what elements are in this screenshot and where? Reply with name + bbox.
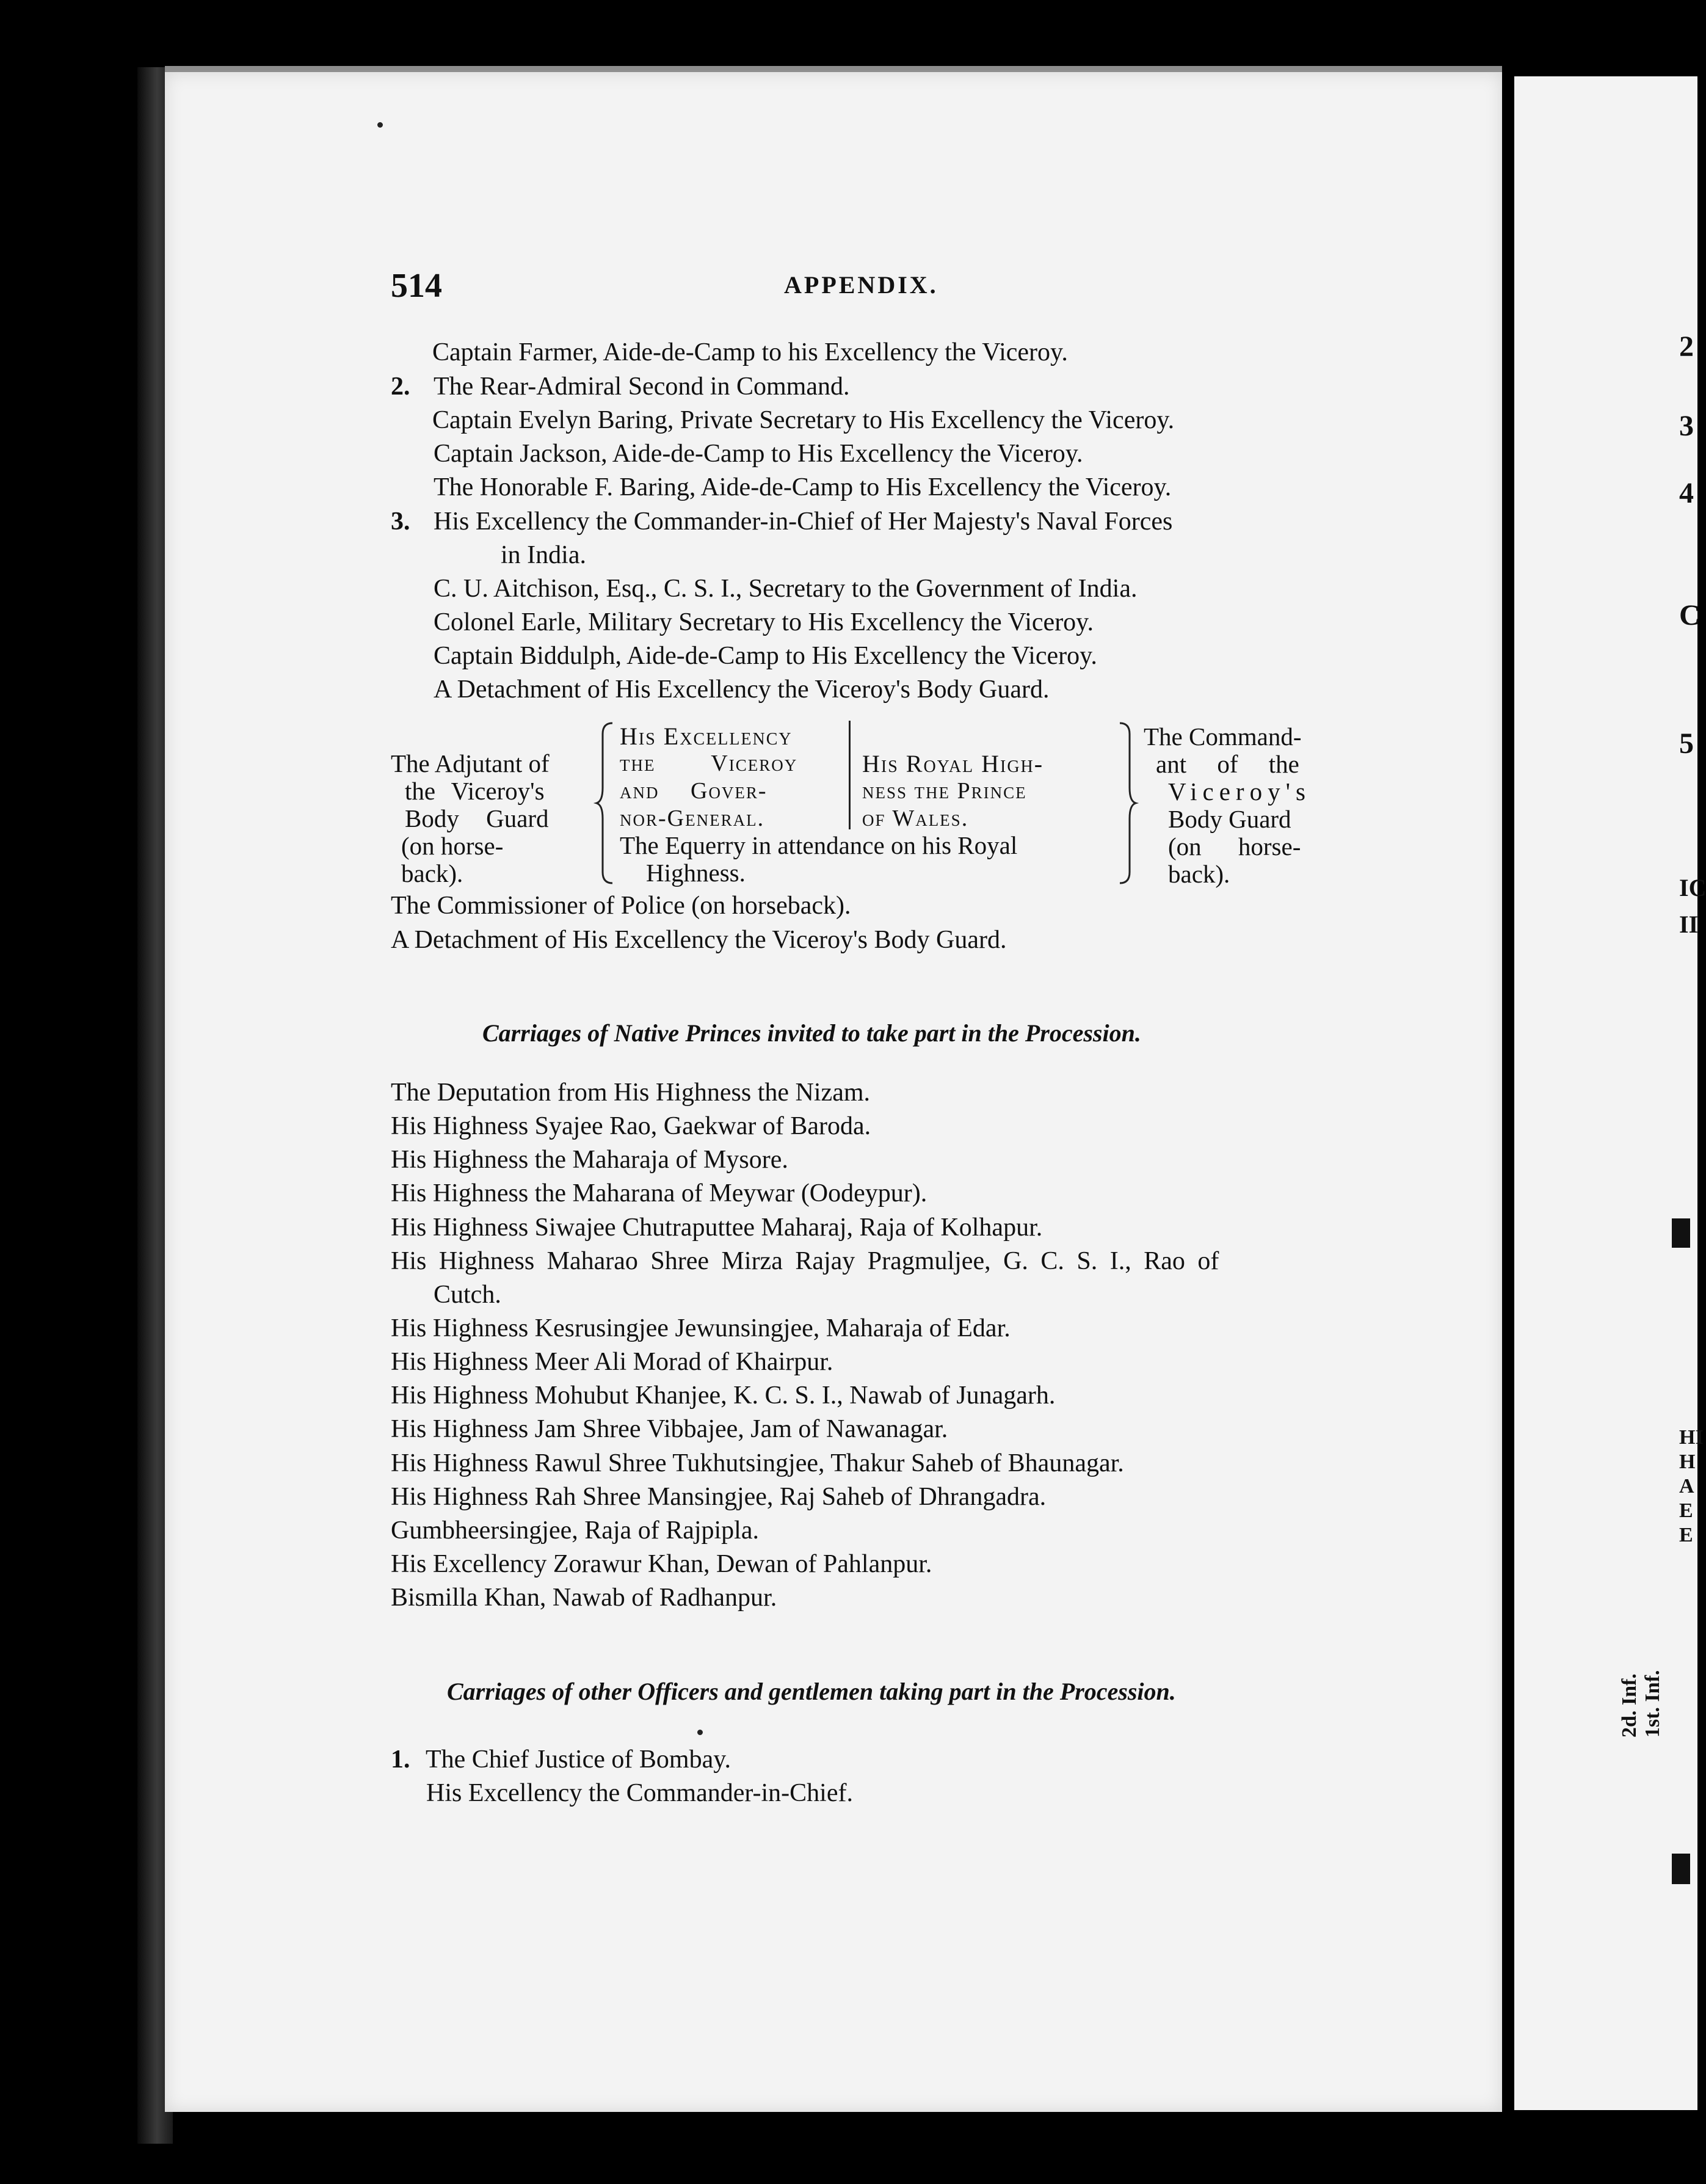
table-center-line: ness the Prince [862,778,1027,804]
table-left-line: The Adjutant of [391,749,550,777]
table-right-line: ant of the [1156,750,1299,778]
list-item: His Highness Kesrusingjee Jewunsingjee, Maharaja of Edar. [391,1314,1011,1342]
list-item: His Highness Syajee Rao, Gaekwar of Baroda. [391,1112,871,1140]
adjacent-page-rotated-text: 2d. Inf. 1st. Inf. [1618,1670,1664,1738]
page-title: APPENDIX. [784,271,938,299]
table-equerry-line: The Equerry in attendance on his Royal [620,831,1018,859]
adjacent-page-char: 5 [1679,727,1694,760]
list-line: Captain Evelyn Baring, Private Secretary to His Excellency the Viceroy. [432,406,1175,434]
adjacent-page-char: E [1679,1499,1693,1522]
list-line: C. U. Aitchison, Esq., C. S. I., Secretary to the Government of India. [434,575,1138,603]
adjacent-page-char: II [1679,911,1699,938]
list-line: His Excellency the Commander-in-Chief. [426,1779,853,1807]
table-left-line: back). [401,859,463,887]
list-item: His Highness Siwajee Chutraputtee Maharaj, Raja of Kolhapur. [391,1214,1043,1242]
list-item: His Highness Maharao Shree Mirza Rajay Pragmuljee, G. C. S. I., Rao of [391,1247,1219,1275]
list-item: Bismilla Khan, Nawab of Radhanpur. [391,1584,777,1612]
list-line-continuation: in India. [501,541,586,569]
item-number: 1. [391,1745,410,1774]
adjacent-page-char: HI [1679,1426,1704,1449]
list-line: A Detachment of His Excellency the Viceroy's Body Guard. [434,675,1050,704]
list-line: The Honorable F. Baring, Aide-de-Camp to His Excellency the Viceroy. [434,473,1172,501]
list-item: His Excellency Zorawur Khan, Dewan of Pahlanpur. [391,1550,932,1578]
adjacent-page-char: A [1679,1475,1694,1498]
list-line: Colonel Earle, Military Secretary to His Excellency the Viceroy. [434,608,1094,636]
table-right-line: (on horse- [1168,832,1301,861]
table-center-line: His Royal High- [862,750,1044,777]
item-number: 2. [391,373,410,401]
list-line: The Commissioner of Police (on horseback). [391,892,851,920]
right-brace [1114,721,1138,886]
table-right-line: The Command- [1144,723,1302,751]
adjacent-page-char: E [1679,1524,1693,1546]
list-line: His Excellency the Commander-in-Chief of Her Majesty's Naval Forces [434,508,1173,536]
adjacent-page-char: IC [1679,874,1706,901]
item-number: 3. [391,508,410,536]
list-item: His Highness Mohubut Khanjee, K. C. S. I., Nawab of Junagarh. [391,1381,1056,1410]
list-line: Captain Biddulph, Aide-de-Camp to His Excellency the Viceroy. [434,642,1097,670]
adjacent-page-char: H [1679,1451,1696,1473]
adjacent-page-char: C [1679,599,1701,632]
list-item: Gumbheersingjee, Raja of Rajpipla. [391,1516,759,1545]
list-line: Captain Jackson, Aide-de-Camp to His Excellency the Viceroy. [434,440,1083,468]
list-item: His Highness the Maharaja of Mysore. [391,1146,788,1174]
table-left-line: Body Guard [405,804,549,832]
left-brace [595,721,620,886]
list-line: Captain Farmer, Aide-de-Camp to his Excellency the Viceroy. [432,338,1068,366]
list-item: The Deputation from His Highness the Nizam. [391,1079,870,1107]
adjacent-page [1514,76,1706,2110]
list-line: A Detachment of His Excellency the Viceroy's Body Guard. [391,926,1007,954]
table-center-line: of Wales. [862,806,969,831]
table-center-line: the Viceroy [620,751,798,776]
speck [377,122,383,128]
list-item-continuation: Cutch. [434,1281,501,1309]
page-number: 514 [391,267,442,305]
list-item: His Highness the Maharana of Meywar (Oodeypur). [391,1179,927,1207]
table-center-line: and Gover- [620,778,768,804]
list-line: The Chief Justice of Bombay. [426,1745,731,1774]
adjacent-page-char: 2 [1679,330,1694,363]
list-item: His Highness Jam Shree Vibbajee, Jam of Nawanagar. [391,1415,948,1443]
table-equerry-line: Highness. [646,859,746,887]
adjacent-page-char: 4 [1679,477,1694,509]
table-right-line: Body Guard [1168,805,1291,833]
list-item: His Highness Rah Shree Mansingjee, Raj Saheb of Dhrangadra. [391,1483,1047,1511]
list-line: The Rear-Admiral Second in Command. [434,373,850,401]
list-item: His Highness Rawul Shree Tukhutsingjee, Thakur Saheb of Bhaunagar. [391,1449,1124,1477]
table-left-line: (on horse- [401,832,504,860]
adjacent-page-char: 3 [1679,410,1694,442]
section-caption: Carriages of other Officers and gentlemen taking part in the Procession. [447,1678,1176,1705]
speck [697,1730,703,1735]
adjacent-page-mark [1672,1218,1690,1248]
adjacent-page-mark [1672,1854,1690,1884]
table-right-line: Viceroy's [1168,777,1311,806]
table-right-line: back). [1168,860,1230,888]
table-left-line: the Viceroy's [405,777,545,805]
list-item: His Highness Meer Ali Morad of Khairpur. [391,1348,833,1376]
table-center-line: nor-General. [620,806,765,831]
section-caption: Carriages of Native Princes invited to take part in the Procession. [482,1019,1141,1047]
column-divider [849,721,851,829]
table-center-line: His Excellency [620,723,793,750]
